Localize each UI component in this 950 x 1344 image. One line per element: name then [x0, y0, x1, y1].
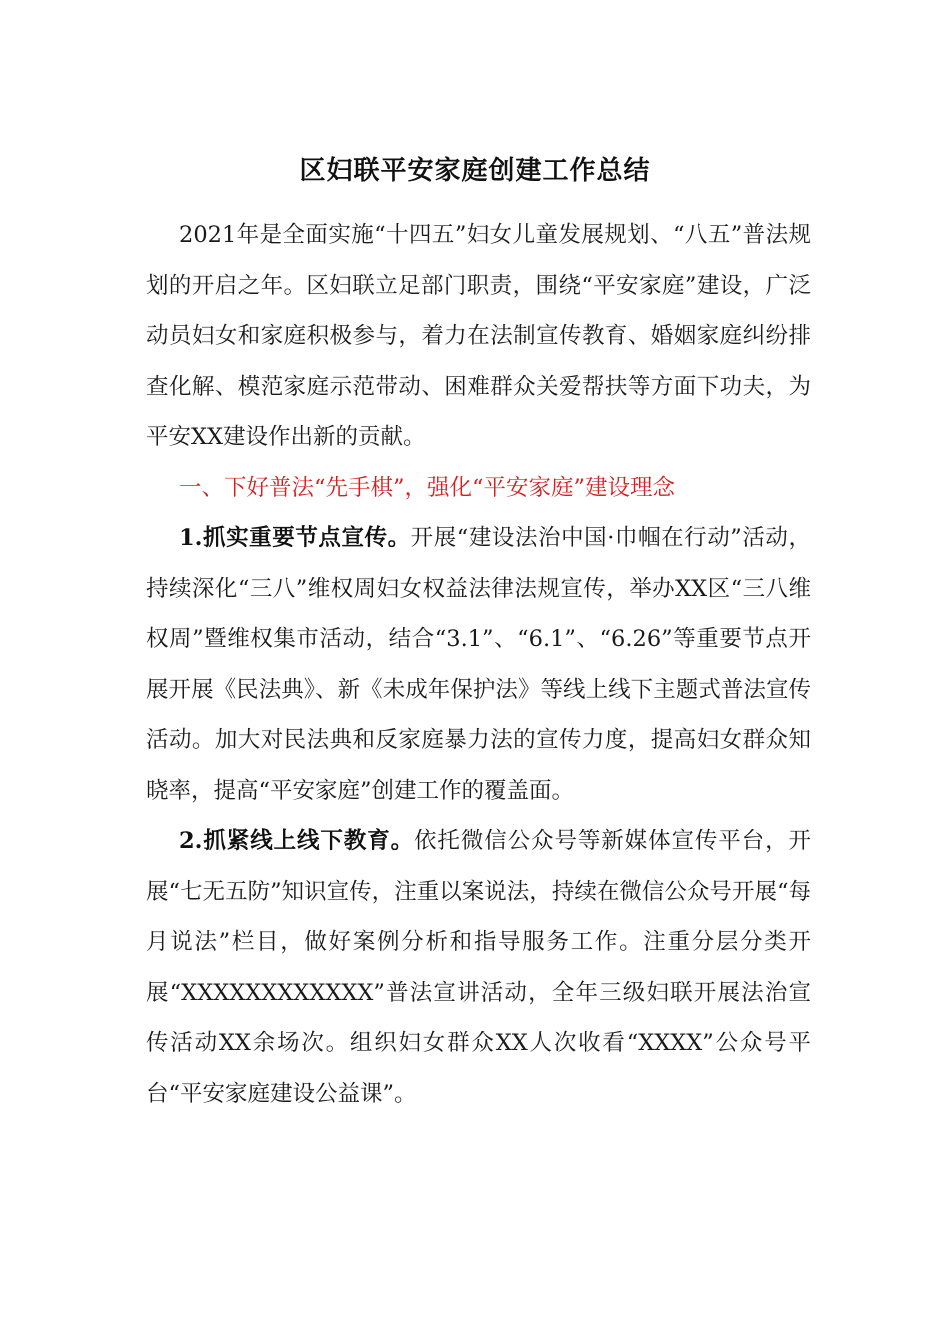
item-text: 依托微信公众号等新媒体宣传平台，开展“七无五防”知识宣传，注重以案说法，持续在微信公众号开展“每月说法”栏目，做好案例分析和指导服务工作。注重分层分类开展“XXXXXXXXXXXX”普法宣讲活动，全年三级妇联开展法治宣传活动XX余场次。组织妇女群众XX人次收看“XXXX”公众号平台“平安家庭建设公益课”。	[146, 828, 811, 1107]
item-lead: 2.抓紧线上线下教育。	[179, 828, 415, 854]
document-title: 区妇联平安家庭创建工作总结	[299, 156, 651, 186]
item-lead: 1.抓实重要节点宣传。	[179, 525, 411, 551]
intro-paragraph: 2021年是全面实施“十四五”妇女儿童发展规划、“八五”普法规划的开启之年。区妇联立足部门职责，围绕“平安家庭”建设，广泛动员妇女和家庭积极参与，着力在法制宣传教育、婚姻家庭纠纷排查化解、模范家庭示范带动、困难群众关爱帮扶等方面下功夫，为平安XX建设作出新的贡献。	[146, 222, 811, 450]
section-item-2	[146, 816, 811, 1119]
document-body	[146, 210, 811, 1119]
section-item-1	[146, 513, 811, 816]
item-text: 开展“建设法治中国·巾帼在行动”活动，持续深化“三八”维权周妇女权益法律法规宣传，举办XX区“三八维权周”暨维权集市活动，结合“3.1”、“6.1”、“6.26”等重要节点开展开展《民法典》、新《未成年保护法》等线上线下主题式普法宣传活动。加大对民法典和反家庭暴力法的宣传力度，提高妇女群众知晓率，提高“平安家庭”创建工作的覆盖面。	[146, 525, 811, 804]
section-heading: 一、下好普法“先手棋”，强化“平安家庭”建设理念	[179, 474, 676, 501]
